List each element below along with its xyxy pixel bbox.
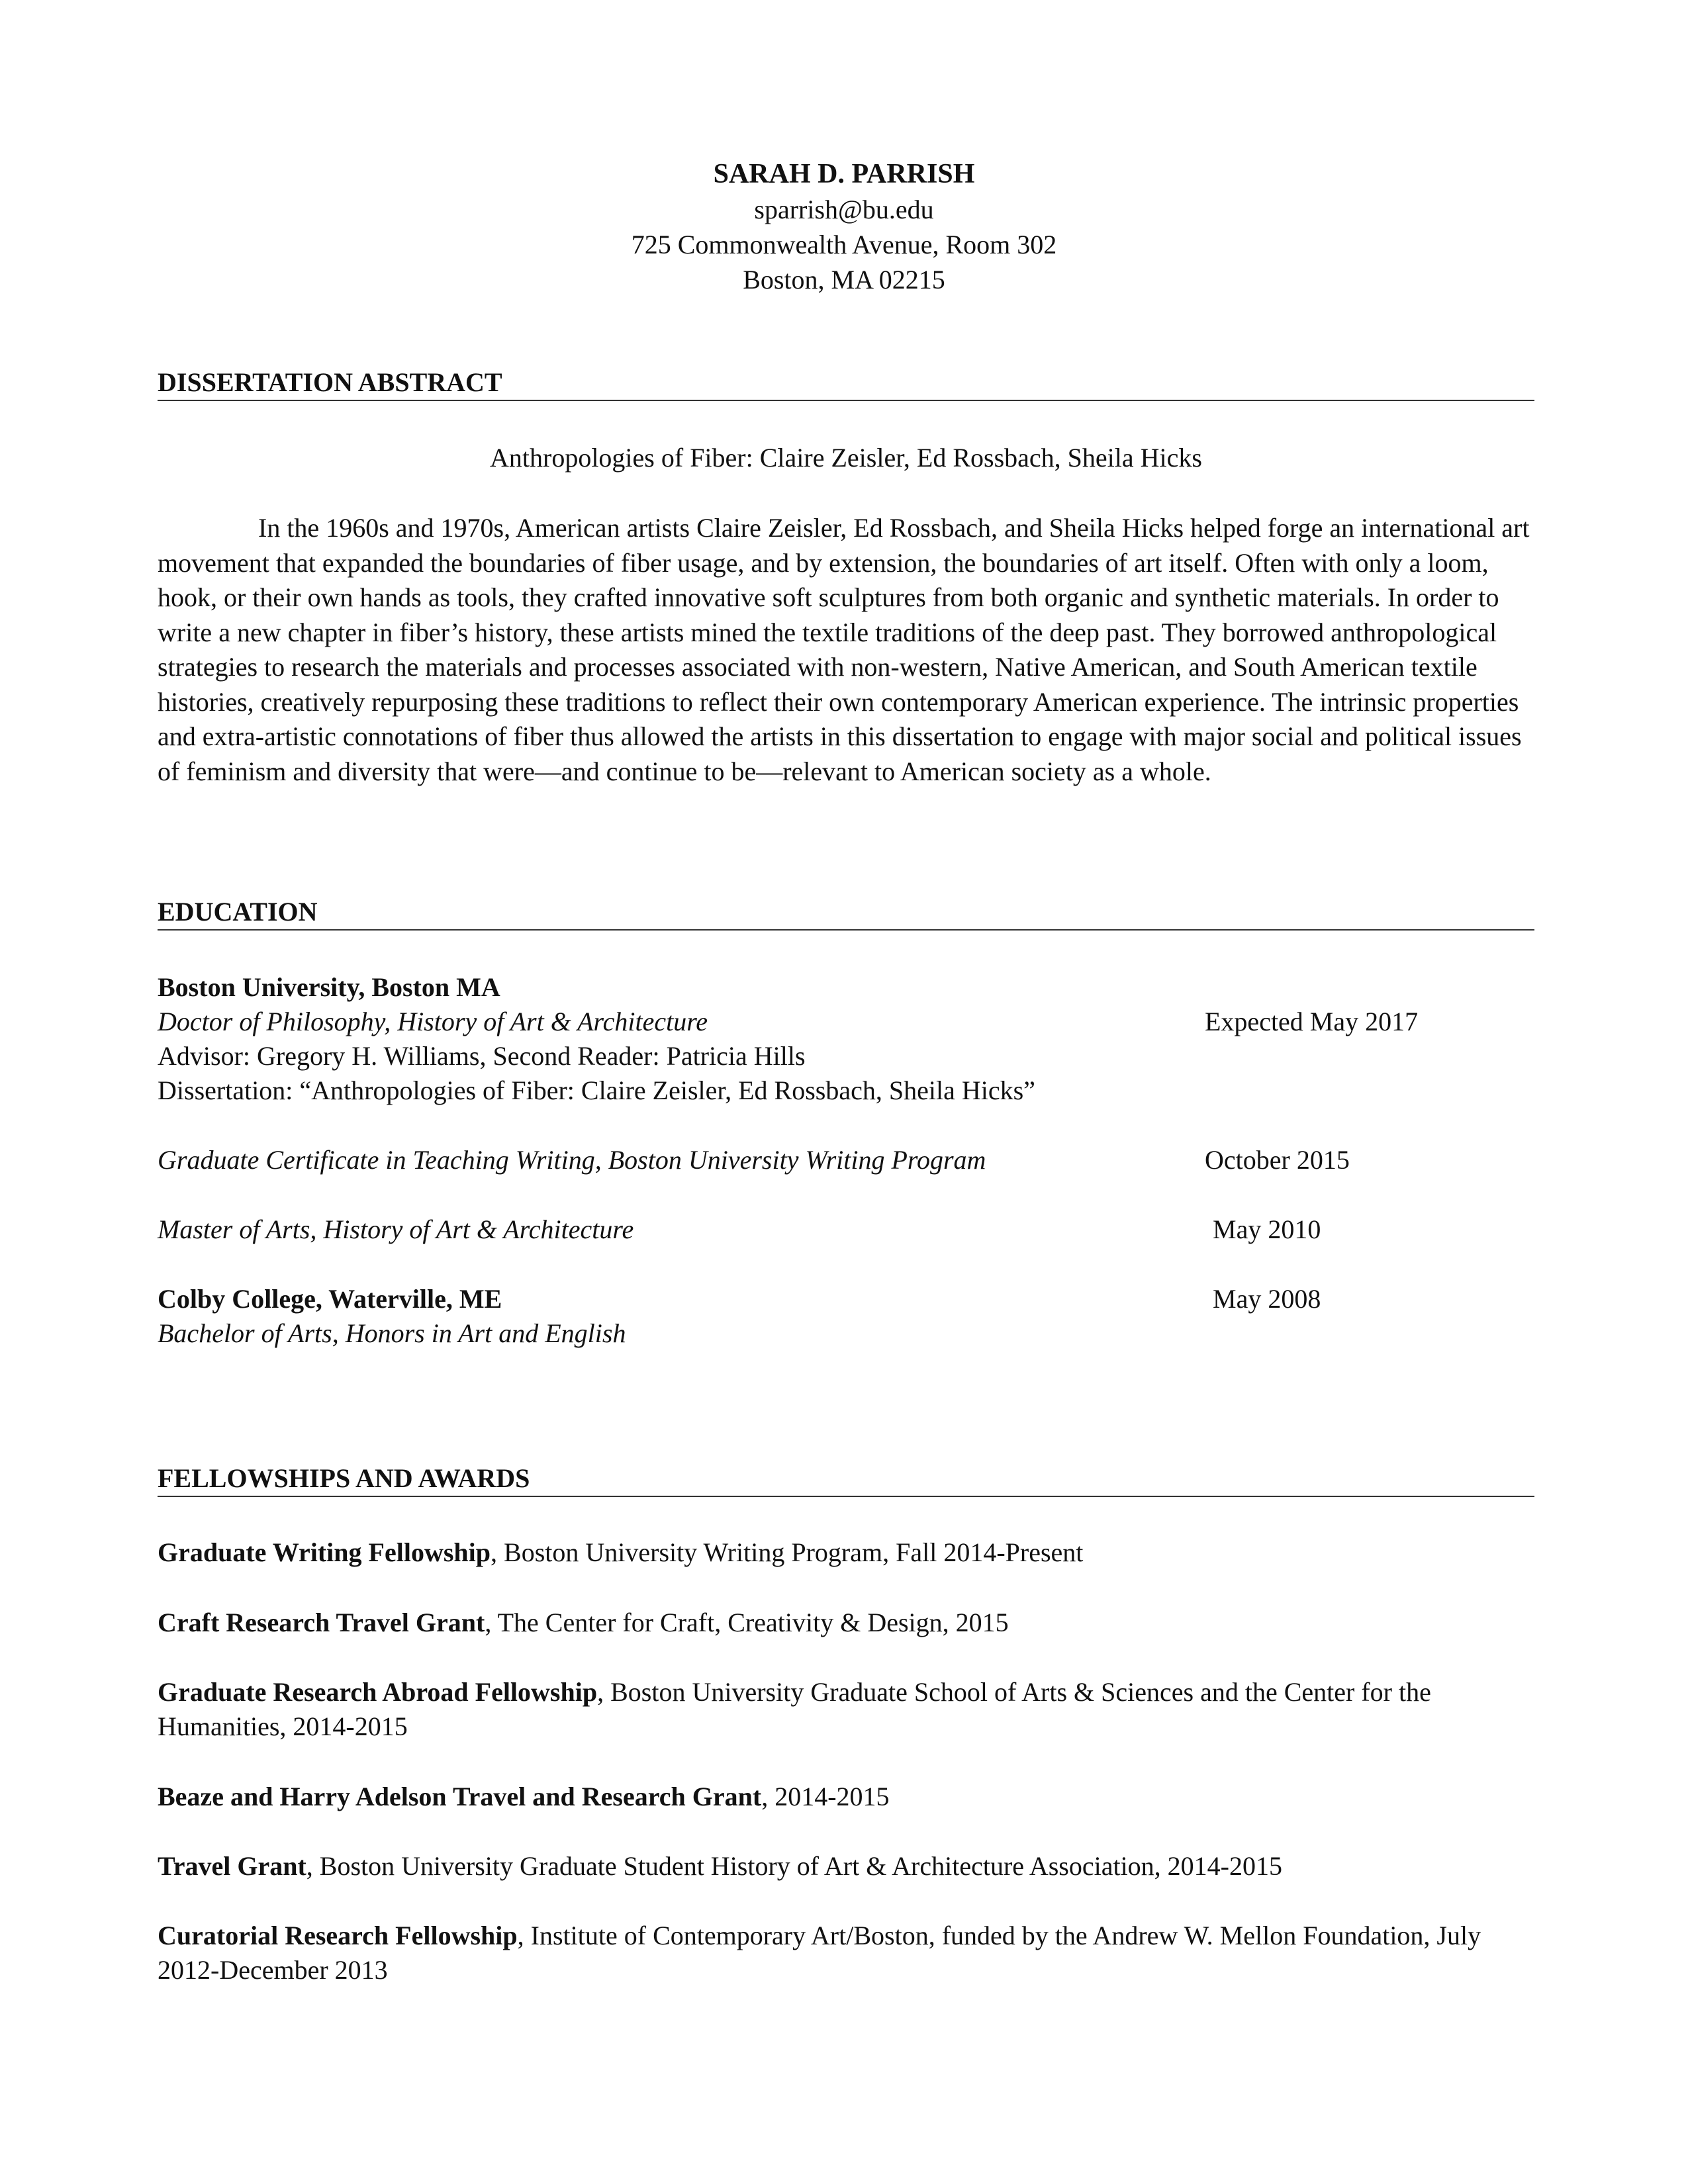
section-heading-abstract: DISSERTATION ABSTRACT bbox=[158, 367, 1534, 401]
award-detail: , Boston University Writing Program, Fall 2014-Present bbox=[491, 1537, 1084, 1567]
spacer bbox=[158, 1177, 1534, 1212]
award-item bbox=[158, 1849, 1534, 1884]
certificate-date: October 2015 bbox=[1205, 1145, 1350, 1175]
degree-row bbox=[158, 1005, 1534, 1039]
award-item bbox=[158, 1606, 1534, 1640]
city-text: Boston, MA 02215 bbox=[743, 265, 945, 295]
dissertation-row bbox=[158, 1073, 1534, 1108]
section-heading-awards: FELLOWSHIPS AND AWARDS bbox=[158, 1463, 1534, 1497]
advisor-text: Advisor: Gregory H. Williams, Second Reader: Patricia Hills bbox=[158, 1041, 806, 1071]
abstract-body: In the 1960s and 1970s, American artists Claire Zeisler, Ed Rossbach, and Sheila Hicks helped forge an international art movement that expanded the boundaries of fiber usage, and by extension, the boundaries of art itself. Often with only a loom, hook, or their own hands as tools, they crafted innovative soft sculptures from both organic and synthetic materials. In order to write a new chapter in fiber’s history, these artists mined the textile traditions of the deep past. They borrowed anthropological strategies to research the materials and processes associated with non-western, Native American, and South American textile histories, creatively repurposing these traditions to reflect their own contemporary American experience. The intrinsic properties and extra-artistic connotations of fiber thus allowed the artists in this dissertation to engage with major social and political issues of feminism and diversity that were—and continue to be—relevant to American society as a whole. bbox=[158, 513, 1530, 786]
ba-title: Bachelor of Arts, Honors in Art and English bbox=[158, 1318, 626, 1348]
ma-date: May 2010 bbox=[1213, 1214, 1321, 1244]
institution-name: Boston University, Boston MA bbox=[158, 972, 500, 1002]
ba-date: May 2008 bbox=[1213, 1284, 1321, 1314]
ma-title: Master of Arts, History of Art & Architecture bbox=[158, 1214, 634, 1244]
award-detail: , Boston University Graduate Student History of Art & Architecture Association, 2014-2015 bbox=[306, 1851, 1283, 1881]
section-heading-education: EDUCATION bbox=[158, 896, 1534, 931]
award-item bbox=[158, 1780, 1534, 1814]
degree-date: Expected May 2017 bbox=[1205, 1007, 1419, 1036]
contact-header bbox=[0, 156, 1688, 297]
certificate-title: Graduate Certificate in Teaching Writing, Boston University Writing Program bbox=[158, 1145, 986, 1175]
education-entry-colby bbox=[158, 1282, 1534, 1316]
award-item bbox=[158, 1919, 1534, 1987]
award-item bbox=[158, 1675, 1534, 1744]
institution-name: Colby College, Waterville, ME bbox=[158, 1284, 502, 1314]
award-title: Graduate Writing Fellowship bbox=[158, 1537, 491, 1567]
award-detail: , Boston University Graduate School of Arts & Sciences and the Center for the Humanities, 2014-2015 bbox=[158, 1677, 1431, 1741]
address-text: 725 Commonwealth Avenue, Room 302 bbox=[631, 230, 1057, 259]
award-detail: , The Center for Craft, Creativity & Design, 2015 bbox=[485, 1608, 1009, 1637]
degree-title: Doctor of Philosophy, History of Art & Architecture bbox=[158, 1007, 708, 1036]
award-item bbox=[158, 1535, 1534, 1570]
dissertation-text: Dissertation: “Anthropologies of Fiber: Claire Zeisler, Ed Rossbach, Sheila Hicks” bbox=[158, 1075, 1035, 1105]
spacer bbox=[158, 1108, 1534, 1143]
spacer bbox=[158, 1247, 1534, 1282]
ba-row bbox=[158, 1316, 1534, 1351]
award-title: Beaze and Harry Adelson Travel and Research Grant bbox=[158, 1782, 762, 1811]
dissertation-title: Anthropologies of Fiber: Claire Zeisler, Ed Rossbach, Sheila Hicks bbox=[490, 443, 1202, 473]
email-text: sparrish@bu.edu bbox=[754, 195, 934, 224]
award-detail: , Institute of Contemporary Art/Boston, funded by the Andrew W. Mellon Foundation, July 2012-December 2013 bbox=[158, 1921, 1481, 1985]
education-entry-bu bbox=[158, 970, 1534, 1005]
education-list bbox=[158, 970, 1534, 1351]
award-title: Graduate Research Abroad Fellowship bbox=[158, 1677, 598, 1707]
ma-row bbox=[158, 1212, 1534, 1247]
certificate-row bbox=[158, 1143, 1534, 1177]
award-title: Craft Research Travel Grant bbox=[158, 1608, 485, 1637]
person-name: SARAH D. PARRISH bbox=[713, 159, 975, 189]
award-title: Travel Grant bbox=[158, 1851, 306, 1881]
award-detail: , 2014-2015 bbox=[761, 1782, 890, 1811]
advisor-row bbox=[158, 1039, 1534, 1073]
award-title: Curatorial Research Fellowship bbox=[158, 1921, 518, 1950]
